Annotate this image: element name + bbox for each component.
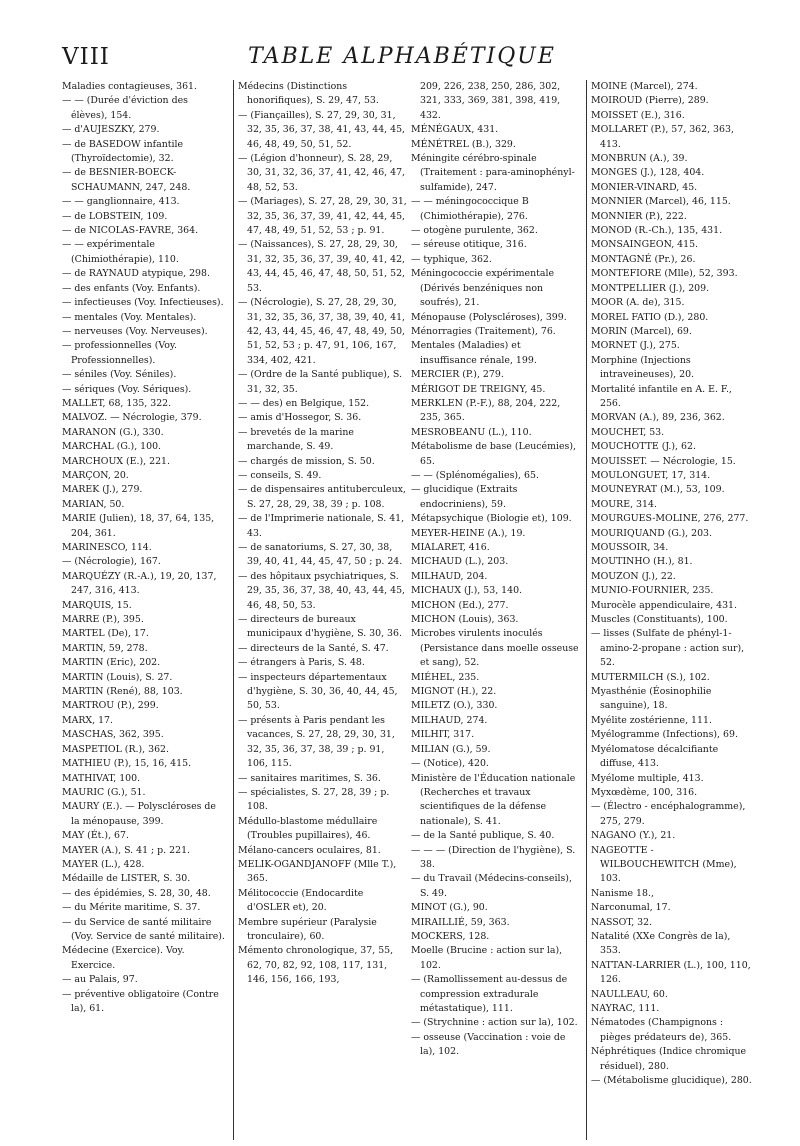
index-entry: MARTROU (P.), 299. — [62, 700, 159, 712]
index-entry: MARX, 17. — [62, 714, 113, 726]
index-entry: — de sanatoriums, S. 27, 30, 38, 39, 40, 41, 44, 45, 47, 50 ; p. 24. — [238, 542, 403, 568]
index-entry: — — ganglionnaire, 413. — [62, 196, 180, 208]
index-entry: MONNIER (Marcel), 46, 115. — [591, 196, 731, 208]
index-entry: — (Métabolisme glucidique), 280. — [591, 1075, 752, 1087]
index-entry: — de BESNIER-BOECK-SCHAUMANN, 247, 248. — [62, 167, 191, 193]
index-entry: MOULONGUET, 17, 314. — [591, 469, 711, 481]
index-entry: MARANON (G.), 330. — [62, 426, 164, 438]
index-entry: MOINE (Marcel), 274. — [591, 81, 698, 92]
index-entry: MONIER-VINARD, 45. — [591, 181, 698, 193]
index-entry: Nanisme 18., — [591, 887, 654, 899]
index-entry: MOURGUES-MOLINE, 276, 277. — [591, 513, 749, 525]
index-entry: MILIAN (G.), 59. — [411, 743, 491, 755]
index-columns — [62, 80, 752, 1140]
index-entry: — professionnelles (Voy. Professionnelles). — [62, 340, 177, 366]
index-entry: — au Palais, 97. — [62, 974, 138, 986]
index-entry: MOCKERS, 128. — [411, 930, 490, 942]
index-entry: Ministère de l'Éducation nationale (Recherches et travaux scientifiques de la défense nationale), S. 41. — [411, 772, 576, 827]
index-entry: — — (Durée d'éviction des élèves), 154. — [62, 95, 188, 121]
index-entry: — de LOBSTEIN, 109. — [62, 210, 168, 222]
index-entry: MÉRIGOT DE TREIGNY, 45. — [411, 383, 546, 395]
index-entry: Médecine (Exercice). Voy. Exercice. — [62, 945, 185, 971]
index-entry: MARQUÉZY (R.-A.), 19, 20, 137, 247, 316, 413. — [62, 570, 217, 597]
index-entry: — typhique, 362. — [411, 253, 492, 265]
index-entry: MONTAGNÉ (Pr.), 26. — [591, 253, 696, 265]
index-entry: Mélano-cancers oculaires, 81. — [238, 844, 381, 856]
index-entry: Muscles (Constituants), 100. — [591, 614, 728, 626]
index-entry: MICHON (Ed.), 277. — [411, 599, 509, 611]
index-column-3 — [411, 80, 579, 1140]
index-entry: MÉNÉTREL (B.), 329. — [411, 138, 516, 150]
index-entry: NATTAN-LARRIER (L.), 100, 110, 126. — [591, 959, 751, 986]
index-entry: MICHON (Louis), 363. — [411, 614, 519, 626]
index-entry: — des épidémies, S. 28, 30, 48. — [62, 887, 211, 899]
index-entry: MOUSSOIR, 34. — [591, 542, 669, 553]
index-entry: MOUCHET, 53. — [591, 426, 665, 438]
index-entry: — — expérimentale (Chimiothérapie), 110. — [62, 239, 179, 265]
index-entry: MAY (Ét.), 67. — [62, 830, 129, 842]
index-entry: NAYRAC, 111. — [591, 1003, 660, 1014]
index-entry: MIRAILLIÉ, 59, 363. — [411, 916, 510, 928]
index-entry: — — méningococcique B (Chimiothérapie), 276. — [411, 196, 529, 222]
index-entry: MUNIO-FOURNIER, 235. — [591, 585, 714, 597]
index-entry: Mélitococcie (Endocardite d'OSLER et), 20. — [238, 887, 364, 914]
index-entry: — (Notice), 420. — [411, 758, 489, 770]
index-entry: Myélome multiple, 413. — [591, 772, 704, 784]
index-entry: MAYER (A.), S. 41 ; p. 221. — [62, 844, 191, 856]
index-entry: MOREL FATIO (D.), 280. — [591, 311, 709, 323]
index-entry: MOURIQUAND (G.), 203. — [591, 527, 712, 539]
index-entry: — nerveuses (Voy. Nerveuses). — [62, 325, 208, 337]
index-entry: MICHAUD (L.), 203. — [411, 556, 509, 568]
index-entry: Mémento chronologique, 37, 55, 62, 70, 82, 92, 108, 117, 131, 146, 156, 166, 193, — [238, 945, 394, 986]
index-entry: MIALARET, 416. — [411, 542, 490, 553]
index-entry: Méningococcie expérimentale (Dérivés benzéniques non soufrés), 21. — [411, 268, 555, 309]
index-entry: — chargés de mission, S. 50. — [238, 455, 375, 467]
index-entry: — des hôpitaux psychiatriques, S. 29, 35, 36, 37, 38, 40, 43, 44, 45, 46, 48, 50, 53. — [238, 570, 406, 611]
index-entry: — préventive obligatoire (Contre la), 61. — [62, 988, 219, 1014]
index-entry: — du Mérite maritime, S. 37. — [62, 902, 201, 914]
index-entry: MASCHAS, 362, 395. — [62, 729, 164, 741]
index-entry: Myasthénie (Éosinophilie sanguine), 18. — [591, 686, 712, 712]
index-entry: Ménorragies (Traitement), 76. — [411, 325, 556, 337]
index-entry: MAURIC (G.), 51. — [62, 786, 146, 798]
index-entry: MILHAUD, 204. — [411, 570, 488, 582]
index-entry: MARTIN (Eric), 202. — [62, 657, 161, 669]
index-entry: NASSOT, 32. — [591, 916, 653, 928]
index-entry: — de dispensaires antituberculeux, S. 27, 28, 29, 38, 39 ; p. 108. — [238, 484, 406, 510]
index-entry: 209, 226, 238, 250, 286, 302, 321, 333, 369, 381, 398, 419, 432. — [420, 81, 561, 121]
index-entry: MONTEFIORE (Mlle), 52, 393. — [591, 268, 738, 280]
index-entry: MASPETIOL (R.), 362. — [62, 743, 169, 755]
index-entry: MARIE (Julien), 18, 37, 64, 135, 204, 361. — [62, 513, 215, 539]
index-entry: NAULLEAU, 60. — [591, 988, 668, 1000]
index-entry: MONSAINGEON, 415. — [591, 239, 699, 251]
index-entry: MARCHOUX (E.), 221. — [62, 455, 170, 467]
index-entry: — séreuse otitique, 316. — [411, 239, 527, 251]
index-entry: MOUCHOTTE (J.), 62. — [591, 441, 696, 453]
index-entry: MALLET, 68, 135, 322. — [62, 397, 172, 409]
index-entry: — (Électro - encéphalogramme), 275, 279. — [591, 801, 746, 827]
index-entry: — de BASEDOW infantile (Thyroïdectomie), 32. — [62, 138, 184, 165]
index-entry: — (Légion d'honneur), S. 28, 29, 30, 31, 32, 36, 37, 41, 42, 46, 47, 48, 52, 53. — [238, 153, 406, 193]
index-entry: MARIAN, 50. — [62, 498, 125, 510]
index-entry: Maladies contagieuses, 361. — [62, 81, 197, 92]
index-entry: — mentales (Voy. Mentales). — [62, 311, 197, 323]
index-entry: — — — (Direction de l'hygiène), S. 38. — [411, 844, 576, 870]
index-entry: MUTERMILCH (S.), 102. — [591, 671, 710, 683]
index-entry: MEYER-HEINE (A.), 19. — [411, 527, 526, 539]
index-entry: MELIK-OGANDJANOFF (Mlle T.), 365. — [238, 858, 397, 885]
index-entry: MIÉHEL, 235. — [411, 671, 480, 683]
index-entry: Membre supérieur (Paralysie tronculaire), 60. — [238, 916, 377, 942]
index-entry: MILETZ (O.), 330. — [411, 700, 498, 712]
index-entry: MONGES (J.), 128, 404. — [591, 167, 705, 179]
index-entry: — (Ordre de la Santé publique), S. 31, 32, 35. — [238, 369, 402, 395]
index-entry: — de RAYNAUD atypique, 298. — [62, 268, 210, 280]
index-entry: — de la Santé publique, S. 40. — [411, 830, 555, 842]
index-entry: MOUZON (J.), 22. — [591, 570, 676, 582]
index-entry: — des enfants (Voy. Enfants). — [62, 282, 201, 294]
index-entry: Mortalité infantile en A. E. F., 256. — [591, 383, 732, 409]
index-entry: MARINESCO, 114. — [62, 542, 152, 553]
index-entry: — glucidique (Extraits endocriniens), 59. — [411, 484, 518, 510]
index-entry: Métabolisme de base (Leucémies), 65. — [411, 441, 576, 467]
index-entry: MARTEL (De), 17. — [62, 628, 149, 640]
index-entry: MARTIN (Louis), S. 27. — [62, 671, 173, 683]
index-entry: MARCHAL (G.), 100. — [62, 441, 162, 453]
index-entry: Méningite cérébro-spinale (Traitement : para-aminophényl-sulfamide), 247. — [411, 153, 575, 193]
index-entry: — séniles (Voy. Séniles). — [62, 369, 177, 381]
index-entry: MATHIVAT, 100. — [62, 772, 141, 784]
index-entry: MONNIER (P.), 222. — [591, 210, 687, 222]
index-entry: Néphrétiques (Indice chromique résiduel), 280. — [591, 1046, 747, 1072]
index-entry: MOUNEYRAT (M.), 53, 109. — [591, 484, 725, 496]
index-entry: MOISSET (E.), 316. — [591, 109, 685, 121]
index-entry: Morphine (Injections intraveineuses), 20. — [591, 354, 695, 381]
index-entry: MONOD (R.-Ch.), 135, 431. — [591, 225, 723, 237]
index-entry: MAURY (E.). — Polyscléroses de la ménopause, 399. — [62, 801, 216, 827]
index-entry: — directeurs de bureaux municipaux d'hygiène, S. 30, 36. — [238, 614, 402, 640]
index-entry: NAGANO (Y.), 21. — [591, 830, 676, 842]
index-entry: — (Naissances), S. 27, 28, 29, 30, 31, 32, 35, 36, 37, 39, 40, 41, 42, 43, 44, 45, 46, 47, 48, 50, 51, 52, 53. — [238, 239, 406, 294]
index-entry: — d'AUJESZKY, 279. — [62, 124, 160, 136]
index-entry: Mentales (Maladies) et insuffisance rénale, 199. — [411, 340, 537, 366]
index-entry: MORVAN (A.), 89, 236, 362. — [591, 412, 725, 424]
index-entry: Métapsychique (Biologie et), 109. — [411, 513, 572, 525]
index-entry: Microbes virulents inoculés (Persistance dans moelle osseuse et sang), 52. — [411, 628, 579, 669]
index-entry: Moelle (Brucine : action sur la), 102. — [411, 945, 563, 971]
index-entry: MERCIER (P.), 279. — [411, 369, 504, 381]
index-entry: MONTPELLIER (J.), 209. — [591, 282, 710, 294]
index-entry: — inspecteurs départementaux d'hygiène, S. 30, 36, 40, 44, 45, 50, 53. — [238, 671, 398, 712]
index-entry: Murocèle appendiculaire, 431. — [591, 599, 738, 611]
index-entry: — — (Splénomégalies), 65. — [411, 469, 539, 481]
index-entry: — lisses (Sulfate de phényl-1-amino-2-propane : action sur), 52. — [591, 628, 745, 669]
index-entry: MARTIN (René), 88, 103. — [62, 686, 183, 698]
index-entry: Médullo-blastome médullaire (Troubles pupillaires), 46. — [238, 815, 378, 842]
index-column-1 — [62, 80, 227, 1140]
index-entry: MERKLEN (P.-F.), 88, 204, 222, 235, 365. — [411, 397, 561, 424]
index-entry: Nématodes (Champignons : pièges prédateurs de), 365. — [591, 1017, 732, 1043]
index-entry: Natalité (XXe Congrès de la), 353. — [591, 930, 731, 957]
index-entry: — (Fiançailles), S. 27, 29, 30, 31, 32, 35, 36, 37, 38, 41, 43, 44, 45, 46, 48, 49, 50, 51, 52. — [238, 109, 406, 150]
index-entry: MARQUIS, 15. — [62, 599, 132, 611]
index-entry: Myélogramme (Infections), 69. — [591, 729, 738, 741]
index-entry: MARTIN, 59, 278. — [62, 642, 148, 654]
index-entry: — sanitaires maritimes, S. 36. — [238, 772, 381, 784]
index-entry: MALVOZ. — Nécrologie, 379. — [62, 412, 202, 424]
index-entry: — (Nécrologie), S. 27, 28, 29, 30, 31, 32, 35, 36, 37, 38, 39, 40, 41, 42, 43, 44, 45, 46, 47, 48, 49, 50, 51, 52, 53 ; p. 47, 91, 106, 167, 334, 402, 421. — [238, 297, 406, 366]
index-entry: Ménopause (Polyscléroses), 399. — [411, 311, 567, 323]
index-entry: MOIROUD (Pierre), 289. — [591, 95, 709, 107]
index-entry: — osseuse (Vaccination : voie de la), 102. — [411, 1031, 566, 1058]
index-entry: Narconumal, 17. — [591, 902, 671, 914]
index-entry: — brevetés de la marine marchande, S. 49. — [238, 426, 354, 453]
index-entry: MICHAUX (J.), 53, 140. — [411, 585, 523, 597]
index-entry: — sériques (Voy. Sériques). — [62, 383, 192, 395]
index-entry: — — des) en Belgique, 152. — [238, 397, 370, 409]
index-entry: Médaille de LISTER, S. 30. — [62, 873, 191, 885]
index-entry: MOUISSET. — Nécrologie, 15. — [591, 455, 736, 467]
index-entry: — conseils, S. 49. — [238, 469, 322, 481]
index-entry: — directeurs de la Santé, S. 47. — [238, 642, 389, 654]
index-entry: — otogène purulente, 362. — [411, 225, 538, 237]
index-entry: MIGNOT (H.), 22. — [411, 686, 497, 698]
index-entry: MARÇON, 20. — [62, 469, 129, 481]
index-entry: MOOR (A. de), 315. — [591, 297, 685, 309]
index-entry: Médecins (Distinctions honorifiques), S. 29, 47, 53. — [238, 81, 379, 107]
index-entry: MAREK (J.), 279. — [62, 484, 143, 496]
index-entry: MILHIT, 317. — [411, 729, 475, 741]
index-entry: NAGEOTTE - WILBOUCHEWITCH (Mme), 103. — [591, 844, 737, 885]
index-entry: MÉNÉGAUX, 431. — [411, 124, 499, 136]
page-header — [62, 44, 742, 74]
index-entry: MAYER (L.), 428. — [62, 858, 145, 870]
index-entry: — étrangers à Paris, S. 48. — [238, 657, 365, 669]
index-entry: MOUTINHO (H.), 81. — [591, 556, 693, 568]
page-title: TABLE ALPHABÉTIQUE — [248, 44, 556, 69]
index-entry: MATHIEU (P.), 15, 16, 415. — [62, 758, 192, 770]
index-entry: MORNET (J.), 275. — [591, 340, 680, 352]
index-entry: MINOT (G.), 90. — [411, 902, 488, 914]
index-entry: — du Travail (Médecins-conseils), S. 49. — [411, 873, 572, 899]
index-entry: MONBRUN (A.), 39. — [591, 153, 688, 165]
index-entry: — (Mariages), S. 27, 28, 29, 30, 31, 32, 35, 36, 37, 39, 41, 42, 44, 45, 47, 48, 49, 51, 52, 53 ; p. 91. — [238, 196, 407, 237]
index-entry: MILHAUD, 274. — [411, 714, 488, 726]
index-column-4 — [586, 80, 753, 1140]
index-entry: — présents à Paris pendant les vacances, S. 27, 28, 29, 30, 31, 32, 35, 36, 37, 38, 39 ; p. 91, 106, 115. — [238, 714, 395, 770]
index-entry: MORIN (Marcel), 69. — [591, 325, 692, 337]
index-column-2 — [233, 80, 408, 1140]
index-entry: — amis d'Hossegor, S. 36. — [238, 412, 362, 424]
page-number: VIII — [62, 44, 110, 70]
index-entry: MARRE (P.), 395. — [62, 614, 144, 626]
index-entry: — du Service de santé militaire (Voy. Service de santé militaire). — [62, 916, 225, 942]
index-entry: — infectieuses (Voy. Infectieuses). — [62, 297, 224, 309]
index-entry: Myélomatose décalcifiante diffuse, 413. — [591, 743, 719, 770]
index-entry: — (Strychnine : action sur la), 102. — [411, 1017, 578, 1029]
index-entry: — spécialistes, S. 27, 28, 39 ; p. 108. — [238, 786, 390, 813]
index-entry: — (Nécrologie), 167. — [62, 556, 161, 568]
index-entry: Myxœdème, 100, 316. — [591, 786, 698, 798]
index-entry: MOLLARET (P.), 57, 362, 363, 413. — [591, 124, 734, 150]
index-entry: — (Ramollissement au-dessus de compression extradurale métastatique), 111. — [411, 974, 568, 1014]
index-entry: — de l'Imprimerie nationale, S. 41, 43. — [238, 513, 405, 539]
index-entry: MOURE, 314. — [591, 498, 657, 510]
index-entry: MESROBEANU (L.), 110. — [411, 426, 532, 438]
index-entry: Myélite zostérienne, 111. — [591, 714, 712, 726]
index-entry: — de NICOLAS-FAVRE, 364. — [62, 225, 199, 237]
